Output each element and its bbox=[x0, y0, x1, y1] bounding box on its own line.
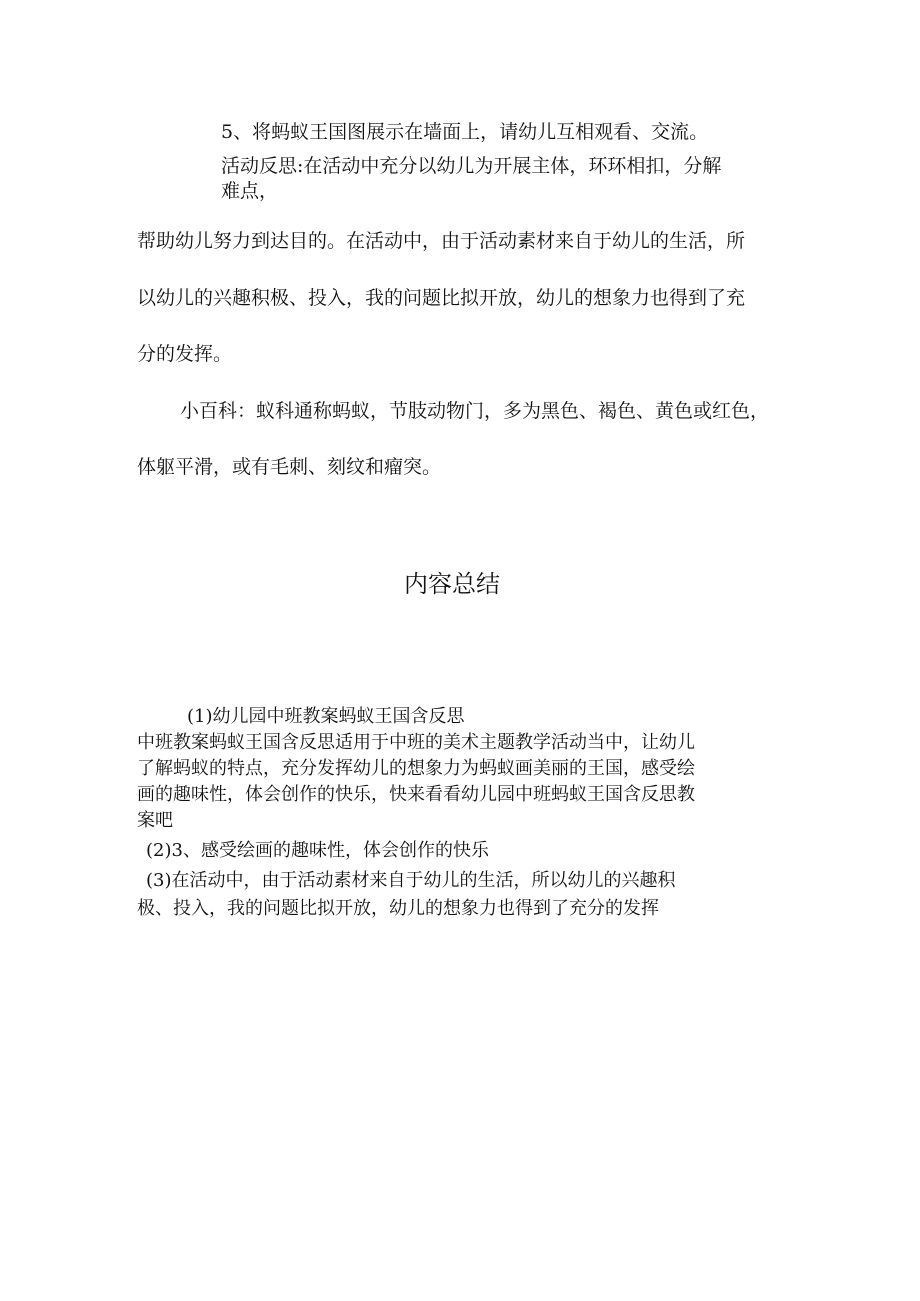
summary-heading: 内容总结 bbox=[404, 570, 500, 598]
encyclopedia-line-1: 小百科：蚁科通称蚂蚁，节肢动物门，多为黑色、褐色、黄色或红色， bbox=[180, 400, 770, 422]
summary-item-3-line-2: 极、投入，我的问题比拟开放，幼儿的想象力也得到了充分的发挥 bbox=[137, 898, 659, 919]
reflection-text-line-2: 难点， bbox=[221, 180, 279, 202]
encyclopedia-line-2: 体躯平滑，或有毛刺、刻纹和瘤突。 bbox=[137, 456, 442, 478]
summary-item-3-line-1: (3)在活动中，由于活动素材来自于幼儿的生活，所以幼儿的兴趣积 bbox=[146, 870, 676, 891]
paragraph-line-2: 以幼儿的兴趣积极、投入，我的问题比拟开放，幼儿的想象力也得到了充 bbox=[137, 287, 746, 309]
summary-item-1-line-4: 案吧 bbox=[137, 810, 173, 831]
summary-item-1-line-3: 画的趣味性，体会创作的快乐，快来看看幼儿园中班蚂蚁王国含反思教 bbox=[137, 784, 695, 805]
summary-item-1-line-2: 了解蚂蚁的特点，充分发挥幼儿的想象力为蚂蚁画美丽的王国，感受绘 bbox=[137, 758, 695, 779]
paragraph-line-1: 帮助幼儿努力到达目的。在活动中，由于活动素材来自于幼儿的生活，所 bbox=[137, 230, 746, 252]
step-5-text: 5、将蚂蚁王国图展示在墙面上，请幼儿互相观看、交流。 bbox=[221, 121, 709, 143]
summary-item-2: (2)3、感受绘画的趣味性，体会创作的快乐 bbox=[146, 840, 489, 861]
summary-item-1-line-1: 中班教案蚂蚁王国含反思适用于中班的美术主题教学活动当中，让幼儿 bbox=[137, 732, 695, 753]
reflection-text-line-1: 活动反思:在活动中充分以幼儿为开展主体，环环相扣，分解 bbox=[221, 155, 722, 177]
paragraph-line-3: 分的发挥。 bbox=[137, 343, 233, 365]
summary-item-1-title: (1)幼儿园中班教案蚂蚁王国含反思 bbox=[187, 706, 465, 727]
